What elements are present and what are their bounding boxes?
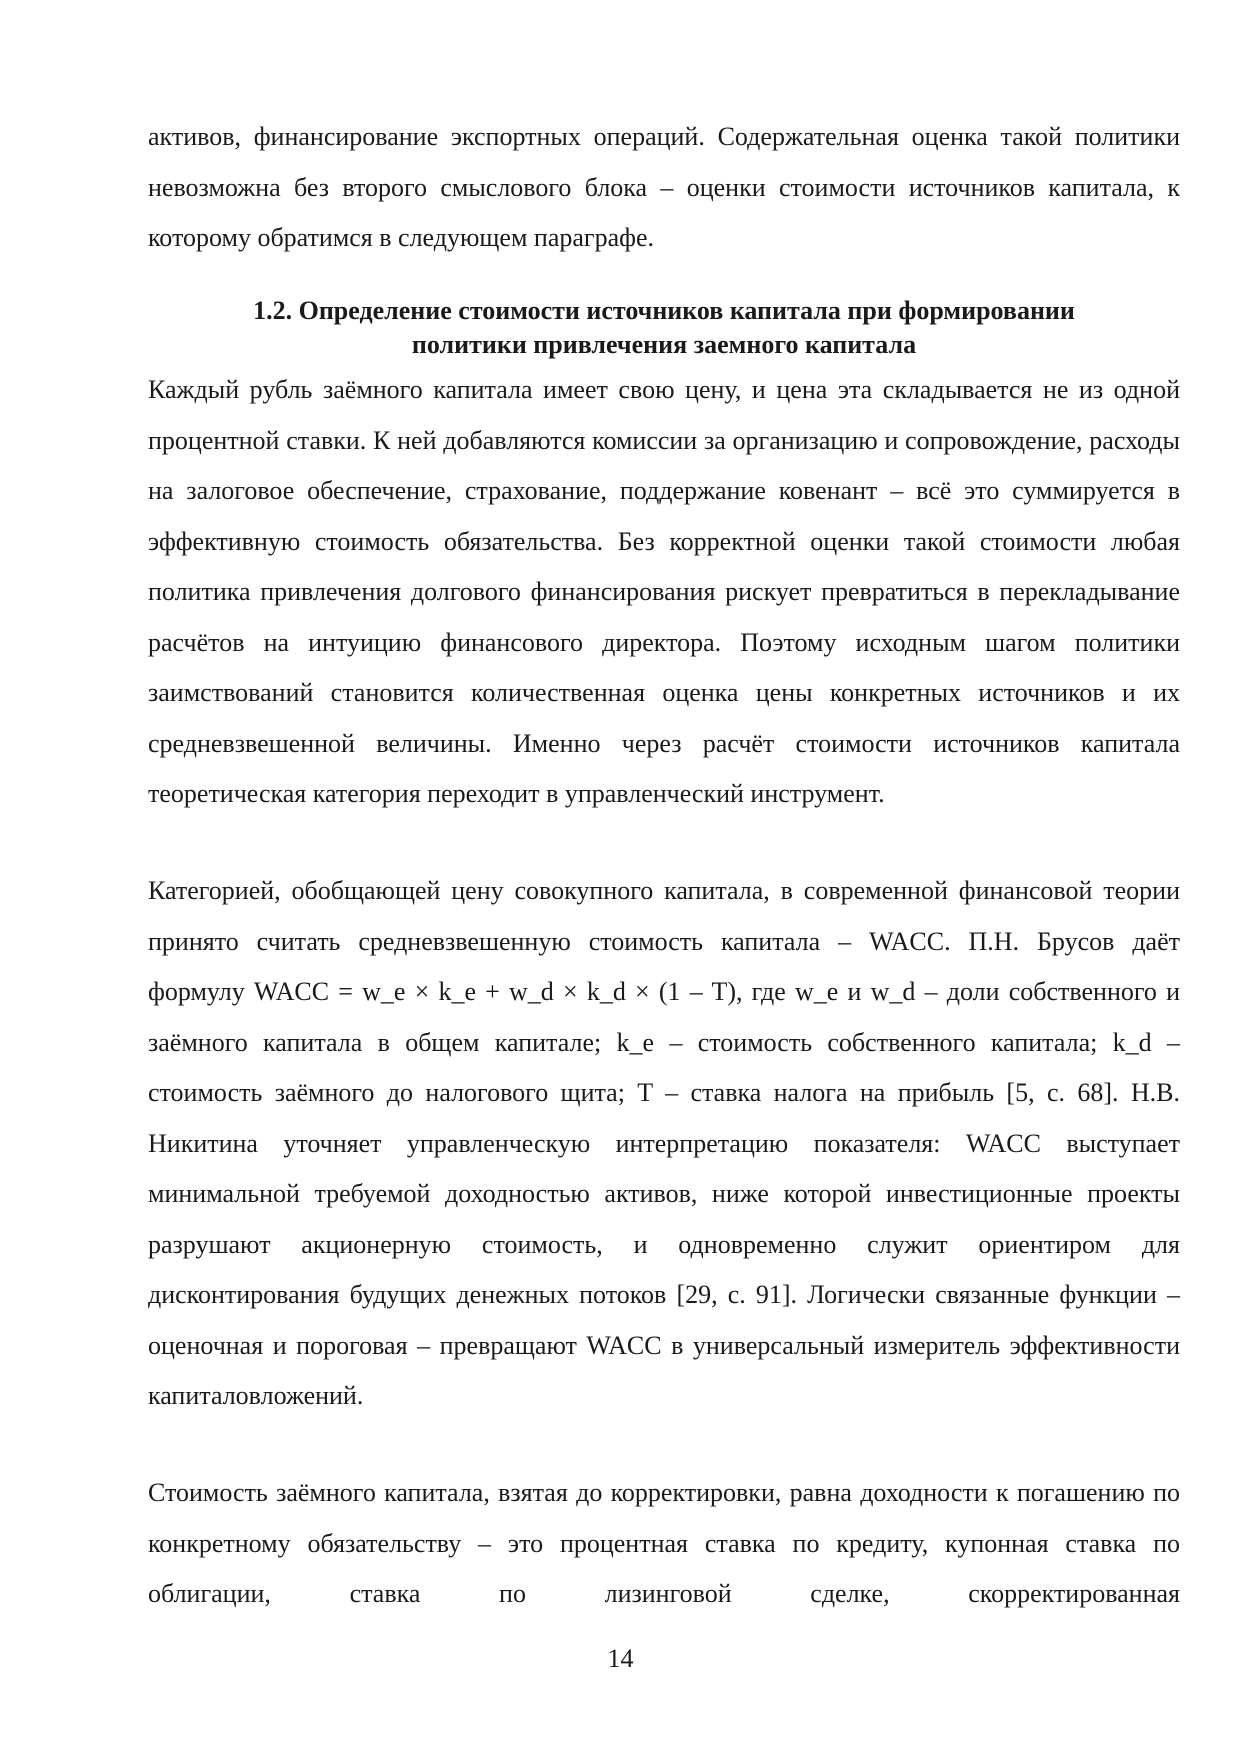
section-heading-line-1: 1.2. Определение стоимости источников капитала при формировании (253, 296, 1075, 325)
paragraph-wacc: Категорией, обобщающей цену совокупного капитала, в современной финансовой теории принято считать средневзвешенную стоимость капитала – WACC. П.Н. Брусов даёт формулу WACC = w_e × k_e + w_d × k_d × (1 – T), где w_e и w_d – доли собственного и заёмного капитала в общем капитале; k_e – стоимость собственного капитала; k_d – стоимость заёмного до налогового щита; T – ставка налога на прибыль [5, с. 68]. Н.В. Никитина уточняет управленческую интерпретацию показателя: WACC выступает минимальной требуемой доходностью активов, ниже которой инвестиционные проекты разрушают акционерную стоимость, и одновременно служит ориентиром для дисконтирования будущих денежных потоков [29, с. 91]. Логически связанные функции – оценочная и пороговая – превращают WACC в универсальный измеритель эффективности капиталовложений. (148, 876, 1180, 1410)
paragraph-intro-continuation: активов, финансирование экспортных операций. Содержательная оценка такой политики невозможна без второго смыслового блока – оценки стоимости источников капитала, к которому обратимся в следующем параграфе. (148, 122, 1180, 252)
paragraph-debt-yield: Стоимость заёмного капитала, взятая до корректировки, равна доходности к погашению по конкретному обязательству – это процентная ставка по кредиту, купонная ставка по облигации, ставка по лизинговой сделке, скорректированная (148, 1478, 1180, 1608)
section-heading-line-2: политики привлечения заемного капитала (411, 330, 917, 359)
section-heading (148, 294, 1180, 362)
page-number: 14 (607, 1644, 634, 1673)
paragraph-cost-of-debt: Каждый рубль заёмного капитала имеет свою цену, и цена эта складывается не из одной процентной ставки. К ней добавляются комиссии за организацию и сопровождение, расходы на залоговое обеспечение, страхование, поддержание ковенант – всё это суммируется в эффективную стоимость обязательства. Без корректной оценки такой стоимости любая политика привлечения долгового финансирования рискует превратиться в перекладывание расчётов на интуицию финансового директора. Поэтому исходным шагом политики заимствований становится количественная оценка цены конкретных источников и их средневзвешенной величины. Именно через расчёт стоимости источников капитала теоретическая категория переходит в управленческий инструмент. (148, 375, 1180, 808)
